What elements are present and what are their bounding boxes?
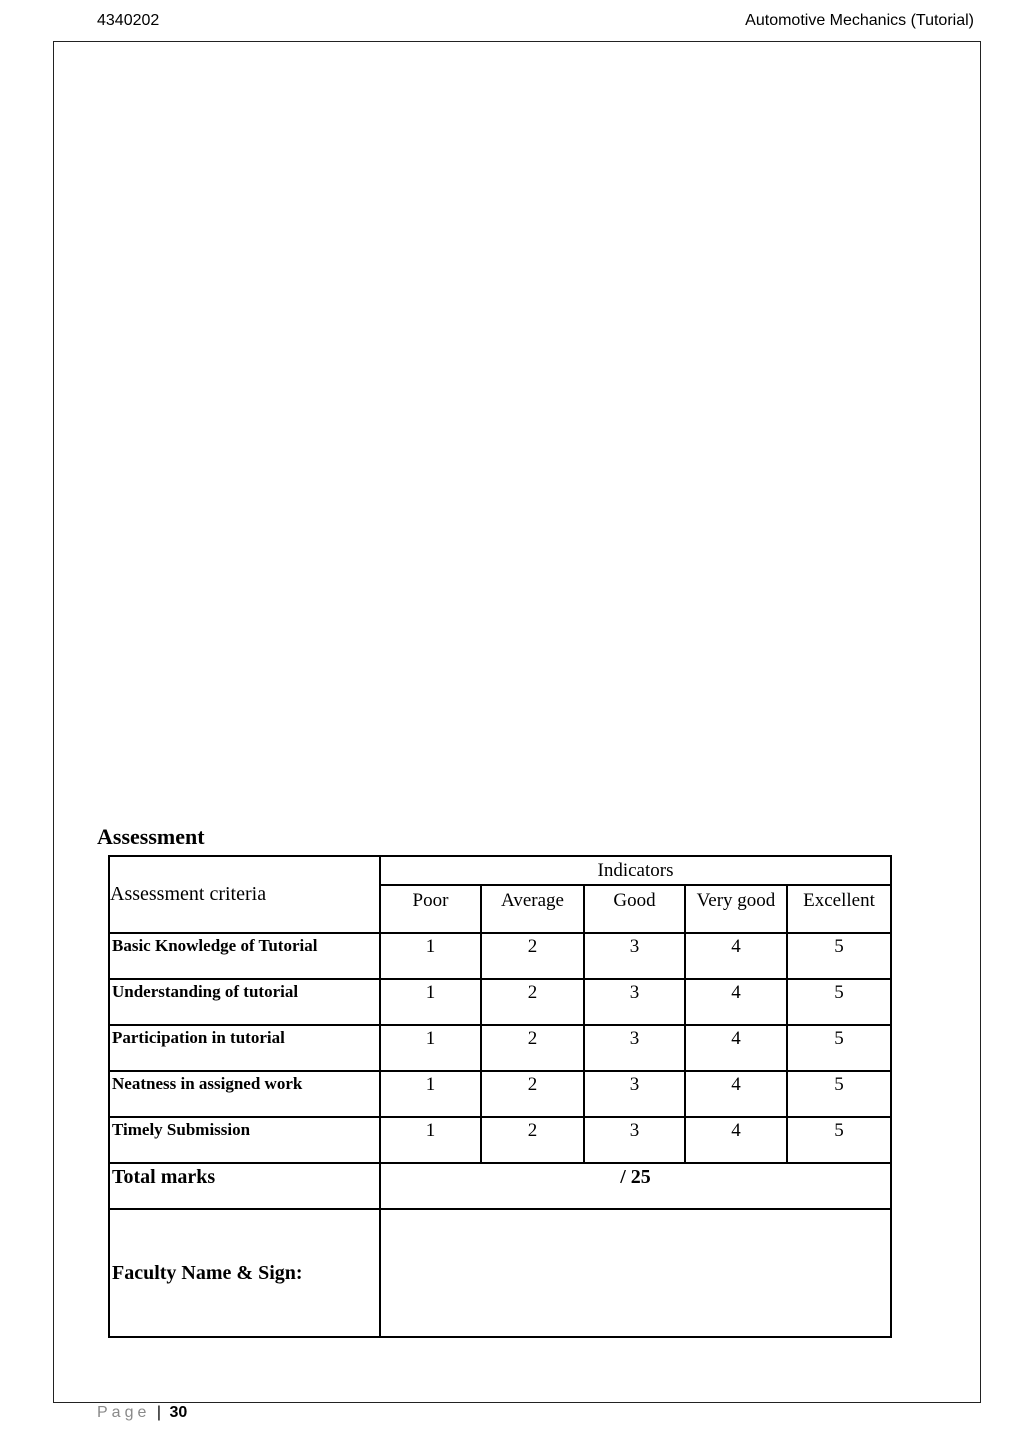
score-cell: 1 <box>380 1071 481 1117</box>
score-cell: 1 <box>380 933 481 979</box>
score-cell: 5 <box>787 1071 891 1117</box>
score-cell: 4 <box>685 979 787 1025</box>
indicators-header: Indicators <box>380 856 891 885</box>
score-cell: 3 <box>584 1117 685 1163</box>
criterion-label: Basic Knowledge of Tutorial <box>109 933 380 979</box>
score-cell: 2 <box>481 1117 584 1163</box>
faculty-sign-label: Faculty Name & Sign: <box>109 1209 380 1337</box>
total-marks-value: / 25 <box>380 1163 891 1209</box>
score-cell: 5 <box>787 933 891 979</box>
criterion-label: Participation in tutorial <box>109 1025 380 1071</box>
criterion-label: Neatness in assigned work <box>109 1071 380 1117</box>
criterion-label: Understanding of tutorial <box>109 979 380 1025</box>
table-row <box>109 1117 891 1163</box>
criteria-header: Assessment criteria <box>109 856 380 933</box>
faculty-row <box>109 1209 891 1337</box>
score-cell: 1 <box>380 1117 481 1163</box>
total-row <box>109 1163 891 1209</box>
score-cell: 5 <box>787 1117 891 1163</box>
table-row <box>109 933 891 979</box>
faculty-sign-field[interactable] <box>380 1209 891 1337</box>
column-header-average: Average <box>481 885 584 933</box>
score-cell: 2 <box>481 1071 584 1117</box>
column-header-good: Good <box>584 885 685 933</box>
score-cell: 5 <box>787 979 891 1025</box>
total-marks-label: Total marks <box>109 1163 380 1209</box>
score-cell: 5 <box>787 1025 891 1071</box>
score-cell: 1 <box>380 1025 481 1071</box>
column-header-excellent: Excellent <box>787 885 891 933</box>
score-cell: 4 <box>685 1025 787 1071</box>
document-code: 4340202 <box>97 12 160 29</box>
score-cell: 4 <box>685 933 787 979</box>
assessment-table <box>108 855 892 1338</box>
score-cell: 2 <box>481 979 584 1025</box>
score-cell: 1 <box>380 979 481 1025</box>
page-label: Page <box>97 1404 151 1421</box>
score-cell: 3 <box>584 933 685 979</box>
table-row <box>109 1025 891 1071</box>
column-header-very-good: Very good <box>685 885 787 933</box>
score-cell: 3 <box>584 979 685 1025</box>
page-number: 30 <box>169 1404 188 1421</box>
column-header-poor: Poor <box>380 885 481 933</box>
page-separator: | <box>156 1404 161 1421</box>
criterion-label: Timely Submission <box>109 1117 380 1163</box>
table-row <box>109 979 891 1025</box>
score-cell: 4 <box>685 1117 787 1163</box>
document-subject: Automotive Mechanics (Tutorial) <box>745 12 974 29</box>
score-cell: 3 <box>584 1071 685 1117</box>
score-cell: 2 <box>481 933 584 979</box>
score-cell: 2 <box>481 1025 584 1071</box>
assessment-title: Assessment <box>97 824 205 849</box>
page-footer <box>97 1404 187 1422</box>
score-cell: 3 <box>584 1025 685 1071</box>
table-row <box>109 1071 891 1117</box>
score-cell: 4 <box>685 1071 787 1117</box>
